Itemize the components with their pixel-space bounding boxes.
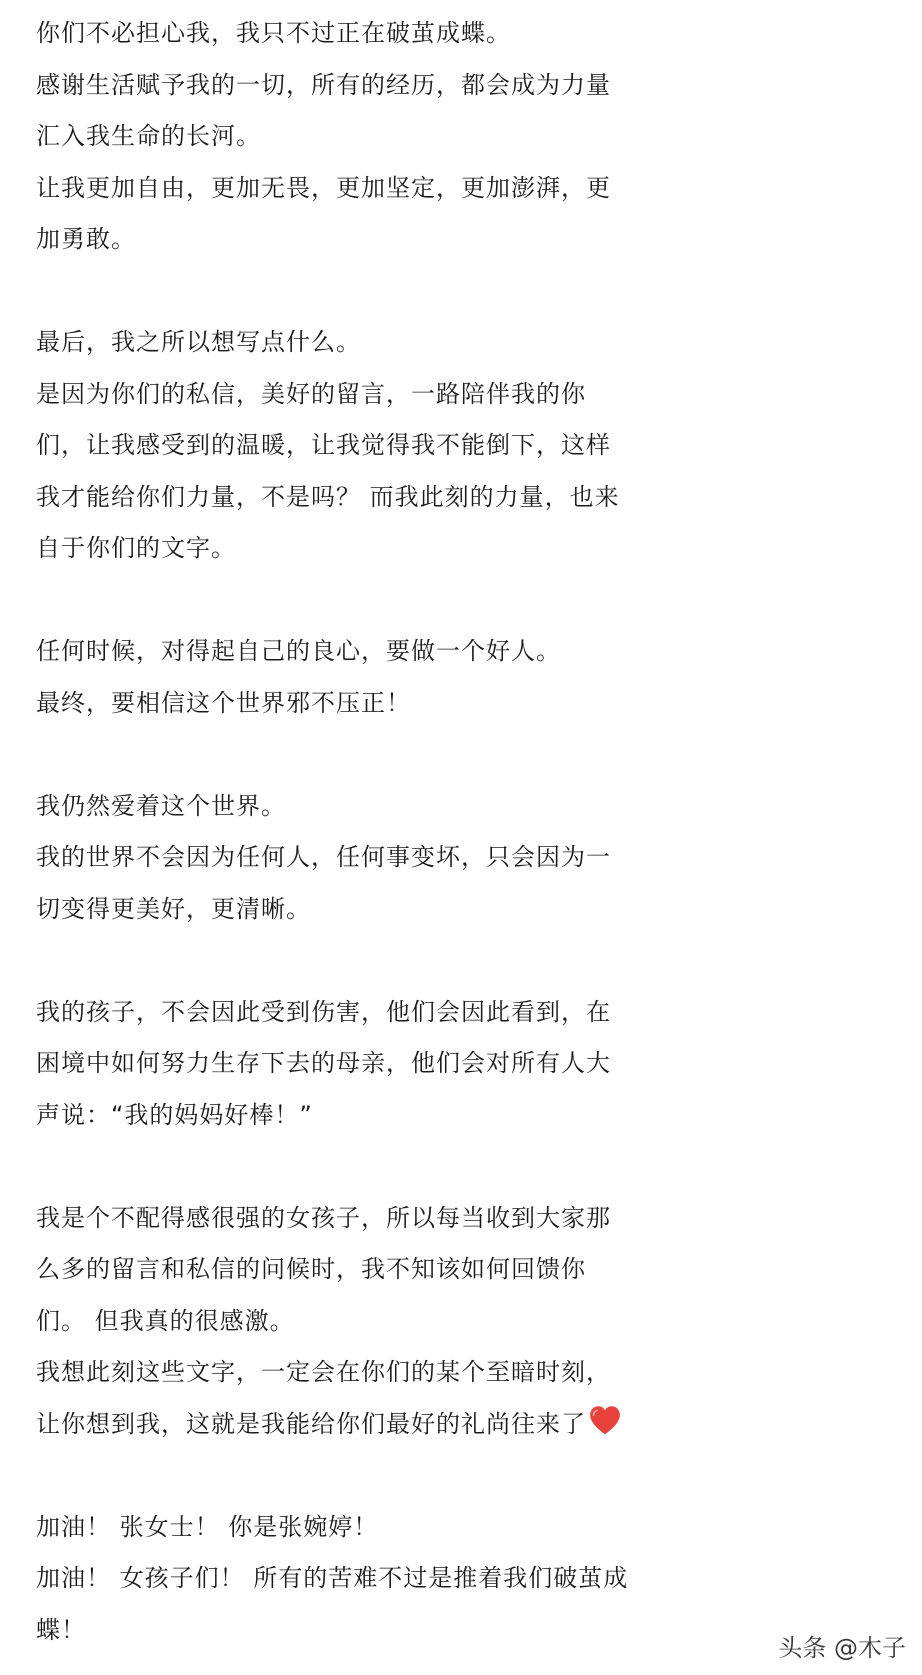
- watermark: 头条 @木子: [778, 1634, 906, 1662]
- paragraph-3: [36, 626, 896, 729]
- text-line: 声说：“我的妈妈好棒！”: [36, 1100, 313, 1129]
- paragraph-5: [36, 987, 896, 1142]
- text-line: 加油！ 女孩子们！ 所有的苦难不过是推着我们破茧成: [36, 1564, 629, 1592]
- paragraph-1: [36, 8, 896, 266]
- red-heart-icon: [588, 1404, 622, 1436]
- text-line: 汇入我生命的长河。: [36, 122, 261, 150]
- text-line: 加勇敢。: [36, 225, 136, 253]
- text-line-with-heart: [36, 1399, 896, 1451]
- text-line: 我才能给你们力量，不是吗？ 而我此刻的力量，也来: [36, 482, 620, 511]
- text-line: 你们不必担心我，我只不过正在破茧成蝶。: [36, 19, 511, 47]
- text-line: 自于你们的文字。: [36, 534, 236, 562]
- paragraph-4: [36, 781, 896, 936]
- text-line-text: 让你想到我，这就是我能给你们最好的礼尚往来了: [36, 1409, 586, 1438]
- text-line: 困境中如何努力生存下去的母亲，他们会对所有人大: [36, 1049, 611, 1077]
- text-line: 切变得更美好，更清晰。: [36, 894, 311, 923]
- text-line: 感谢生活赋予我的一切，所有的经历，都会成为力量: [36, 70, 611, 99]
- text-line: 我是个不配得感很强的女孩子，所以每当收到大家那: [36, 1203, 611, 1232]
- text-line: 蝶！: [36, 1615, 86, 1644]
- text-line: 我想此刻这些文字，一定会在你们的某个至暗时刻，: [36, 1358, 611, 1386]
- text-line: 是因为你们的私信，美好的留言，一路陪伴我的你: [36, 379, 586, 408]
- text-line: 们，让我感受到的温暖，让我觉得我不能倒下，这样: [36, 431, 611, 459]
- text-line: 们。 但我真的很感激。: [36, 1306, 295, 1335]
- text-line: 么多的留言和私信的问候时，我不知该如何回馈你: [36, 1255, 586, 1283]
- text-line: 最终，要相信这个世界邪不压正！: [36, 688, 411, 717]
- text-line: 最后，我之所以想写点什么。: [36, 328, 361, 356]
- text-line: 我仍然爱着这个世界。: [36, 791, 286, 820]
- paragraph-2: [36, 317, 896, 575]
- text-line: 加油！ 张女士！ 你是张婉婷！: [36, 1512, 379, 1541]
- article-body: [36, 8, 896, 1656]
- text-line: 我的孩子，不会因此受到伤害，他们会因此看到，在: [36, 997, 611, 1026]
- text-line: 让我更加自由，更加无畏，更加坚定，更加澎湃，更: [36, 173, 611, 202]
- paragraph-7: [36, 1502, 896, 1657]
- paragraph-6: [36, 1193, 896, 1451]
- text-line: 任何时候，对得起自己的良心，要做一个好人。: [36, 637, 561, 665]
- text-line: 我的世界不会因为任何人，任何事变坏，只会因为一: [36, 843, 611, 871]
